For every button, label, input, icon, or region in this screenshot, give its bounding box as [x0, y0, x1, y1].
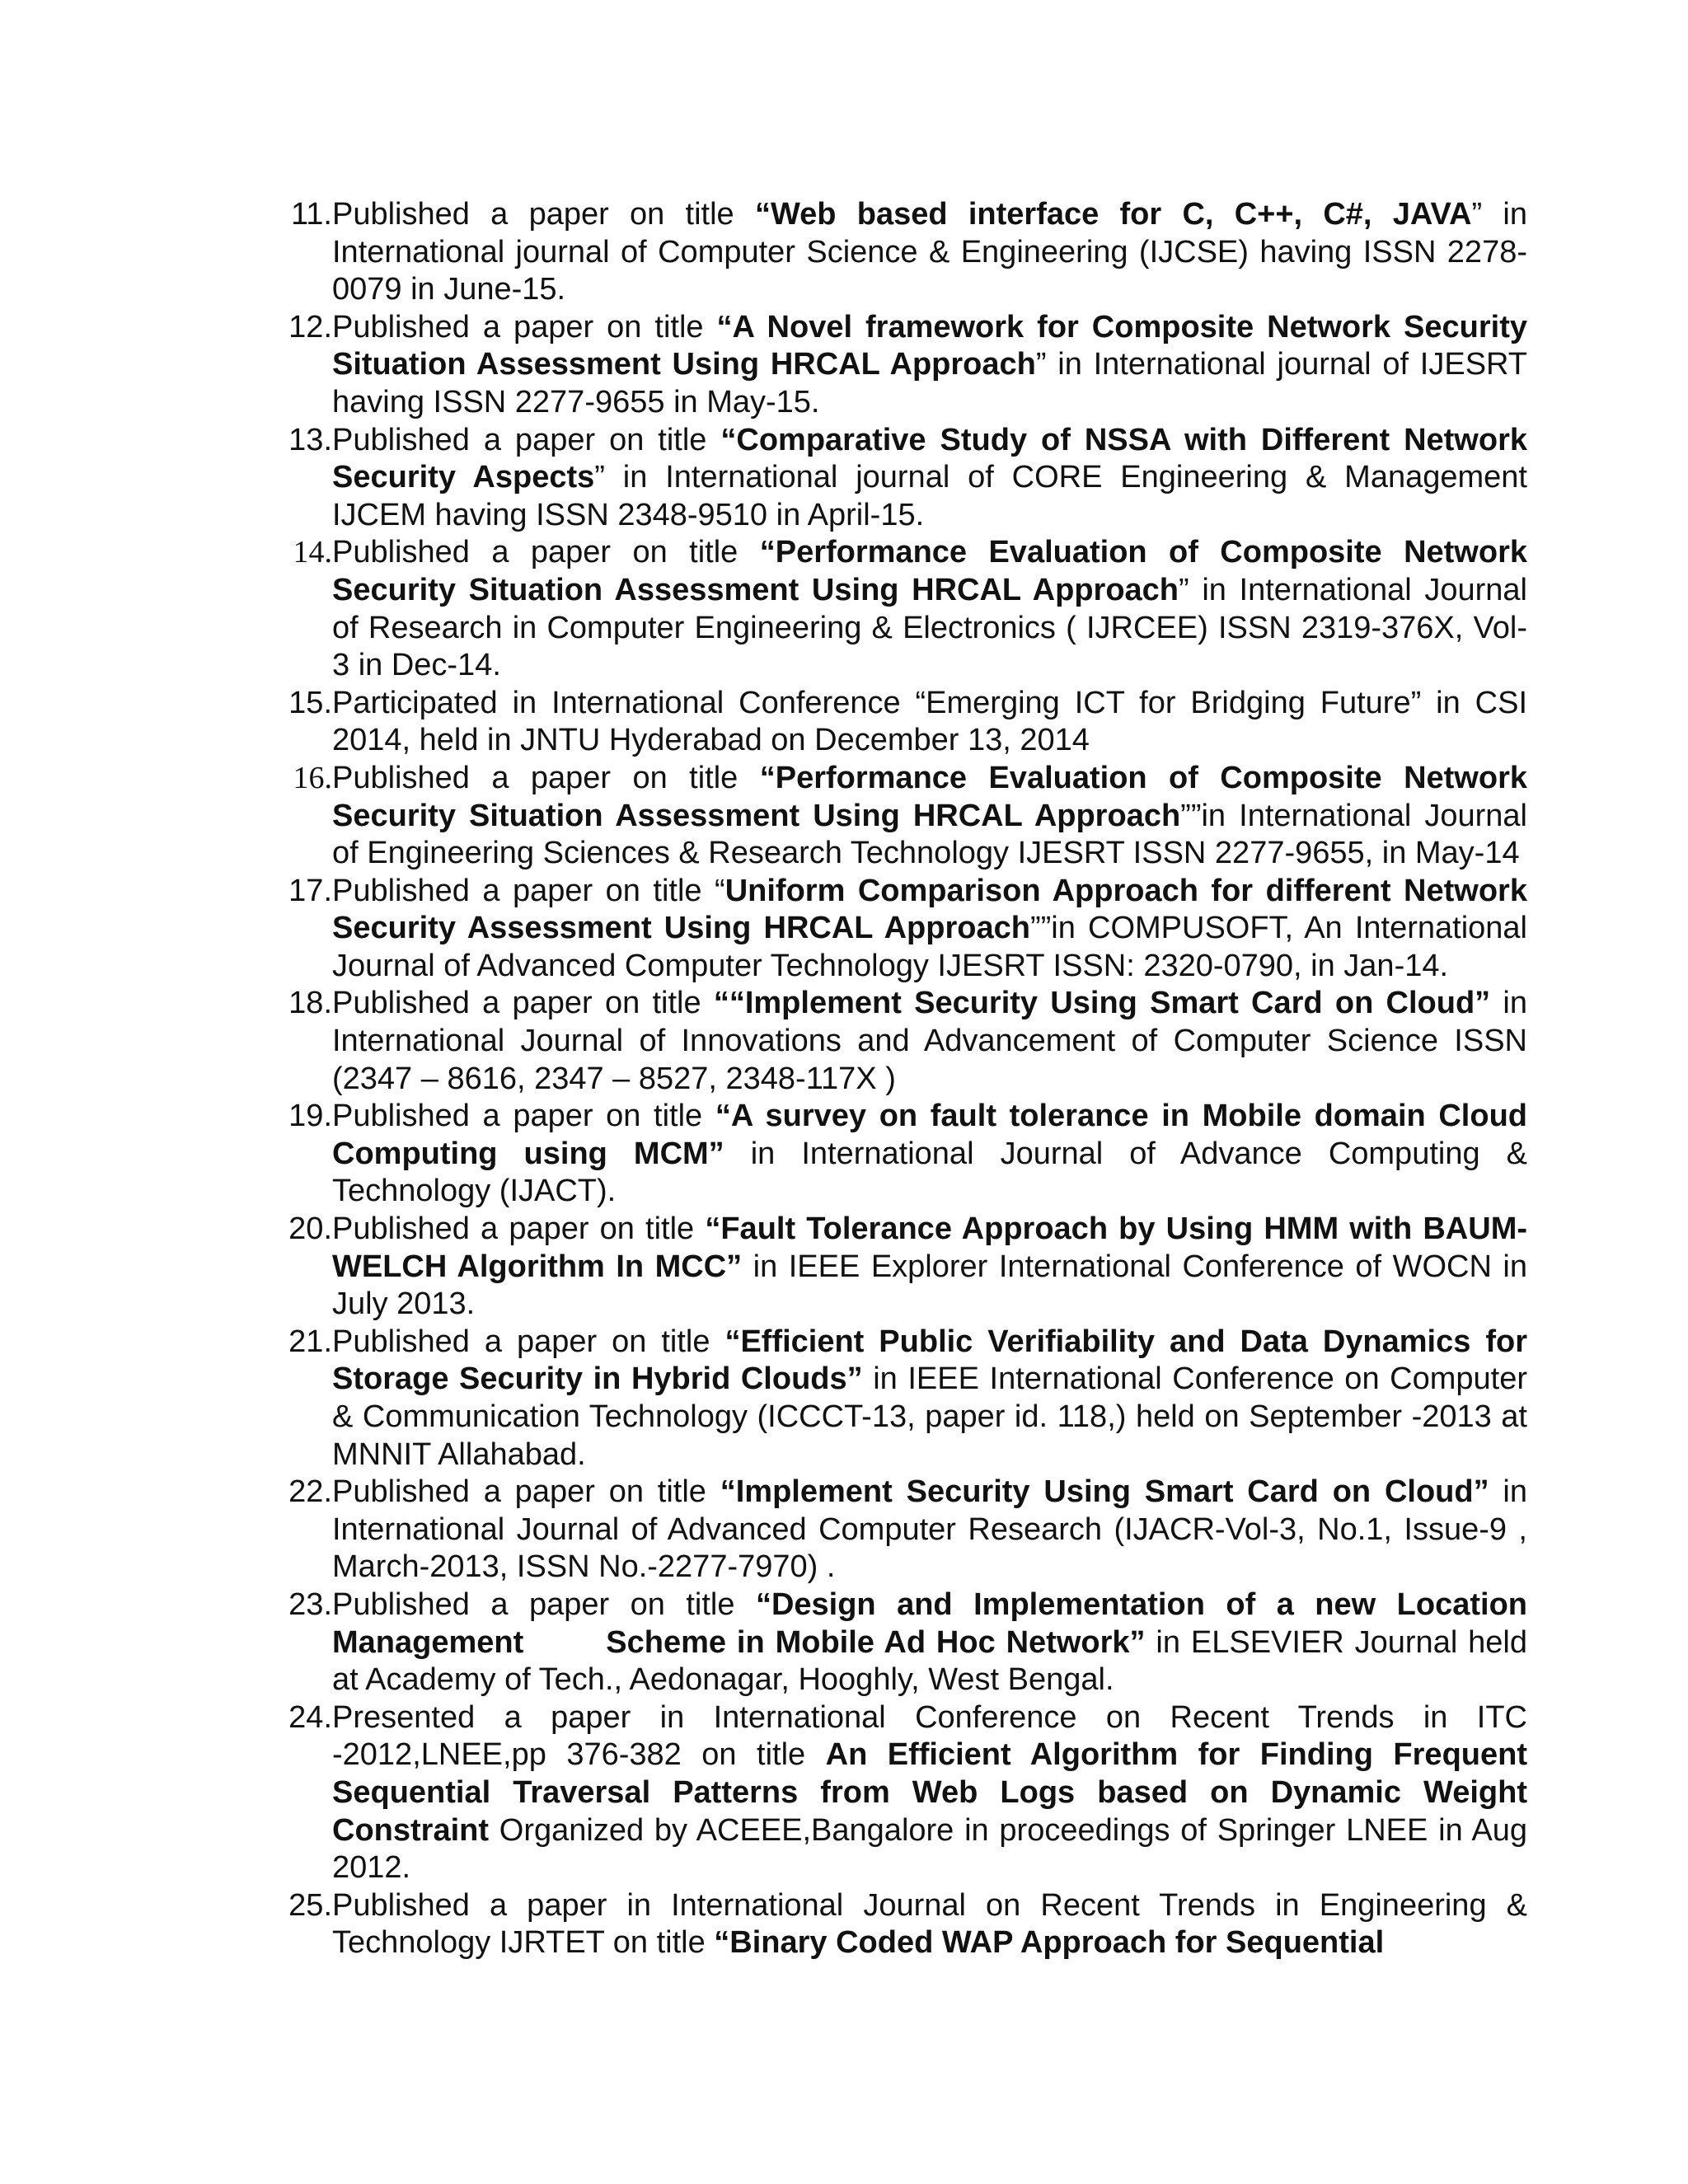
item-text: Published a paper on title “Comparative Study of NSSA with Different Network Security Aspects” in International journal of CORE Engineering & Management IJCEM having ISSN 2348-9510 in April-15.: [332, 422, 1527, 532]
item-text: Published a paper on title “Fault Tolerance Approach by Using HMM with BAUM-WELCH Algorithm In MCC” in IEEE Explorer International Conference of WOCN in July 2013.: [332, 1212, 1528, 1322]
item-number: 11.: [290, 197, 332, 232]
item-number: 18.: [288, 986, 332, 1021]
item-text: Published a paper on title “Performance Evaluation of Composite Network Security Situation Assessment Using HRCAL Approach” in International Journal of Research in Computer Engineering & Electronics ( IJRCEE) ISSN 2319-376X, Vol-3 in Dec-14.: [332, 535, 1527, 683]
item-text: Published a paper on title ““Implement Security Using Smart Card on Cloud” in International Journal of Innovations and Advancement of Computer Science ISSN (2347 – 8616, 2347 – 8527, 2348-117X ): [332, 986, 1527, 1096]
item-number: 17.: [288, 873, 332, 908]
item-text: Published a paper on title “Design and Implementation of a new Location Management Scheme in Mobile Ad Hoc Network” in ELSEVIER Journal held at Academy of Tech., Aedonagar, Hooghly, West Bengal.: [332, 1586, 1527, 1698]
item-number: 20.: [288, 1212, 332, 1247]
list-item: [272, 1324, 1527, 1474]
item-text: Published a paper on title “A survey on fault tolerance in Mobile domain Cloud Computing using MCM” in International Journal of Advance Computing & Technology (IJACT).: [332, 1099, 1527, 1209]
list-item: [272, 1586, 1527, 1699]
item-text: Published a paper on title “Implement Security Using Smart Card on Cloud” in International Journal of Advanced Computer Research (IJACR-Vol-3, No.1, Issue-9 , March-2013, ISSN No.-2277-7970) .: [332, 1474, 1527, 1585]
list-item: [272, 685, 1527, 760]
list-item: [272, 196, 1527, 309]
item-text: Published a paper on title “Web based interface for C, C++, C#, JAVA” in International journal of Computer Science & Engineering (IJCSE) having ISSN 2278-0079 in June-15.: [332, 197, 1527, 307]
item-number: 12.: [288, 309, 332, 344]
item-number: 21.: [288, 1324, 332, 1359]
list-item: [272, 422, 1527, 535]
item-number: 16.: [293, 760, 332, 795]
item-text: Published a paper in International Journal on Recent Trends in Engineering & Technology IJRTET on title “Binary Coded WAP Approach for Sequential: [332, 1887, 1527, 1961]
item-text: Published a paper on title “Uniform Comparison Approach for different Network Security Assessment Using HRCAL Approach””in COMPUSOFT, An International Journal of Advanced Computer Technology IJESRT ISSN: 2320-0790, in Jan-14.: [332, 873, 1527, 983]
item-number: 14.: [293, 535, 332, 570]
item-text: Published a paper on title “Performance Evaluation of Composite Network Security Situation Assessment Using HRCAL Approach””in International Journal of Engineering Sciences & Research Technology IJESRT ISSN 2277-9655, in May-14: [332, 760, 1527, 871]
list-item: [272, 760, 1527, 873]
item-text: Published a paper on title “Efficient Public Verifiability and Data Dynamics for Storage Security in Hybrid Clouds” in IEEE International Conference on Computer & Communication Technology (ICCCT-13, paper id. 118,) held on September -2013 at MNNIT Allahabad.: [332, 1324, 1527, 1472]
item-number: 23.: [288, 1586, 332, 1622]
item-text: Presented a paper in International Conference on Recent Trends in ITC -2012,LNEE,pp 376-382 on title An Efficient Algorithm for Finding Frequent Sequential Traversal Patterns from Web Logs based on Dynamic Weight Constraint Organized by ACEEE,Bangalore in proceedings of Springer LNEE in Aug 2012.: [332, 1699, 1527, 1886]
item-text: Participated in International Conference “Emerging ICT for Bridging Future” in CSI 2014, held in JNTU Hyderabad on December 13, 2014: [332, 685, 1527, 758]
item-number: 22.: [288, 1474, 332, 1510]
item-number: 24.: [288, 1699, 332, 1735]
list-item: [272, 309, 1527, 422]
list-item: [272, 1699, 1527, 1887]
list-item: [272, 1474, 1527, 1586]
list-item: [272, 985, 1527, 1098]
item-number: 13.: [288, 422, 332, 457]
item-number: 25.: [288, 1887, 332, 1923]
list-item: [272, 873, 1527, 986]
list-item: [272, 1211, 1527, 1324]
publication-list: [272, 196, 1527, 1962]
list-item: [272, 1098, 1527, 1211]
item-number: 19.: [288, 1099, 332, 1134]
item-number: 15.: [288, 685, 332, 720]
list-item: [272, 534, 1527, 684]
item-text: Published a paper on title “A Novel framework for Composite Network Security Situation Assessment Using HRCAL Approach” in International journal of IJESRT having ISSN 2277-9655 in May-15.: [332, 309, 1528, 419]
list-item: [272, 1887, 1527, 1962]
